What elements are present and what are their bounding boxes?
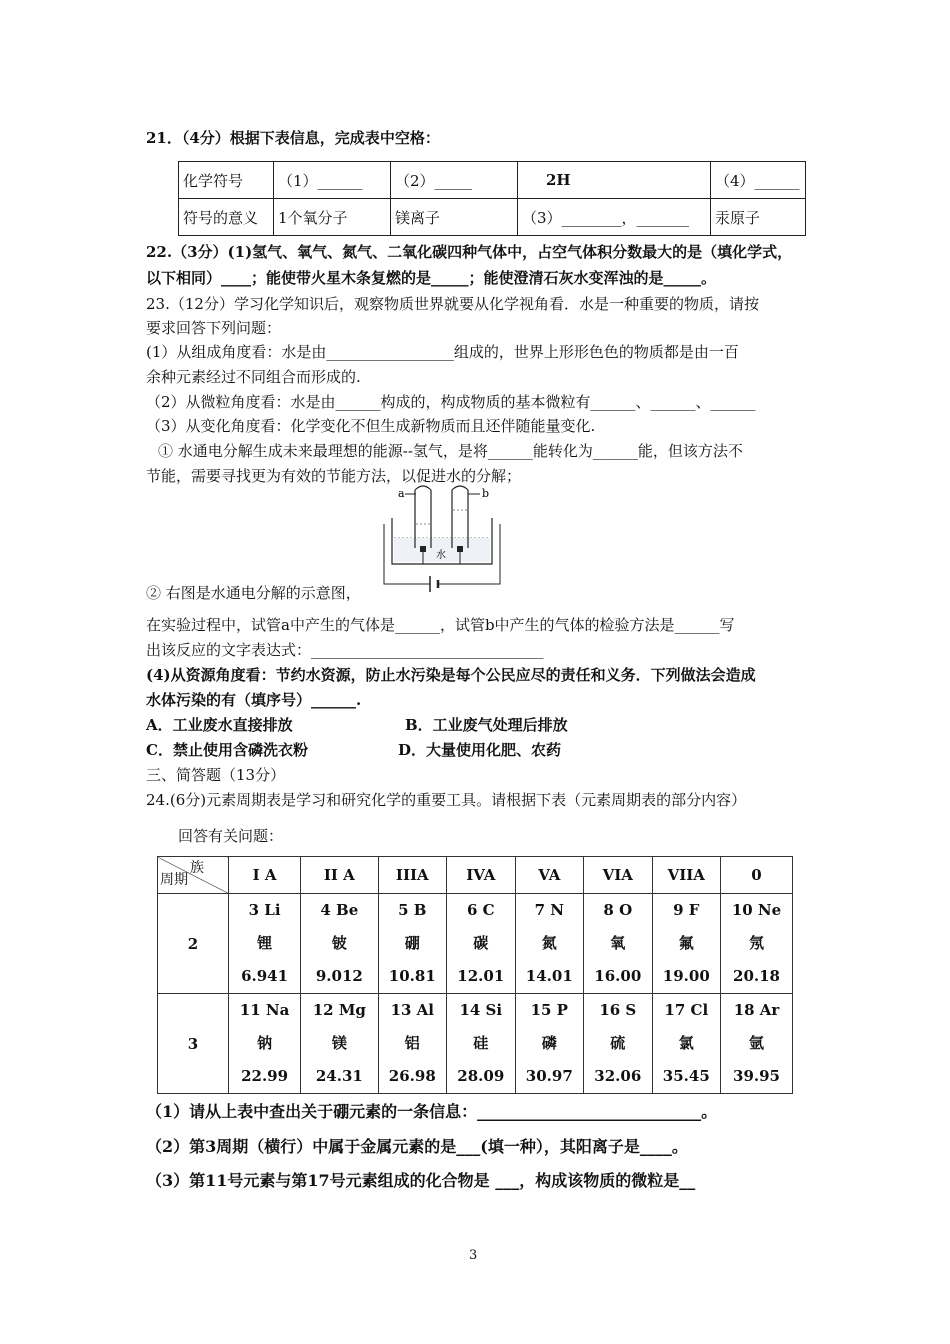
- element-cell: [652, 894, 721, 994]
- q21-cell: （1）______: [274, 162, 391, 199]
- corner-cell: [158, 857, 229, 894]
- q24-sub1: （1）请从上表中查出关于硼元素的一条信息：____________________________。: [146, 1102, 718, 1121]
- q23-line: 出该反应的文字表达式：_______________________________: [146, 641, 544, 659]
- group-header: VIIA: [652, 857, 721, 894]
- element-mass: 20.18: [733, 967, 780, 985]
- element-symbol: 8 O: [603, 901, 633, 919]
- water-label: 水: [436, 550, 446, 561]
- group-header: VA: [515, 857, 584, 894]
- element-symbol: 16 S: [599, 1001, 637, 1019]
- element-mass: 26.98: [388, 1067, 436, 1085]
- element-symbol: 5 B: [398, 901, 427, 919]
- element-symbol: 14 Si: [459, 1001, 503, 1019]
- tube-a-label: a: [398, 487, 405, 500]
- q21-cell: （2）_____: [391, 162, 518, 199]
- element-name: 镁: [331, 1034, 347, 1052]
- element-cell: [447, 994, 516, 1094]
- element-cell: [584, 994, 653, 1094]
- element-mass: 30.97: [525, 1067, 573, 1085]
- element-symbol: 9 F: [673, 901, 700, 919]
- q21-cell: 汞原子: [711, 199, 806, 236]
- element-cell: [652, 994, 721, 1094]
- element-symbol: 11 Na: [239, 1001, 290, 1019]
- element-symbol: 17 Cl: [664, 1001, 709, 1019]
- q23-line: 水体污染的有（填序号）______.: [146, 691, 362, 709]
- element-symbol: 13 Al: [390, 1001, 434, 1019]
- group-header: VIA: [584, 857, 653, 894]
- element-name: 氖: [749, 934, 765, 952]
- q24-sub2: （2）第3周期（横行）中属于金属元素的是___(填一种），其阳离子是____。: [146, 1137, 688, 1156]
- element-mass: 39.95: [733, 1067, 780, 1085]
- element-mass: 10.81: [388, 967, 436, 985]
- q22-line: 以下相同）____；能使带火星木条复燃的是_____；能使澄清石灰水变浑浊的是_____。: [146, 269, 717, 287]
- group-header: IIIA: [378, 857, 447, 894]
- q23-line: (4)从资源角度看：节约水资源，防止水污染是每个公民应尽的责任和义务．下列做法会造成: [146, 666, 756, 684]
- q23-line: （2）从微粒角度看：水是由______构成的，构成物质的基本微粒有______、______、______: [146, 393, 756, 411]
- q23-line: ① 水通电分解生成未来最理想的能源--氢气，是将______能转化为______能，但该方法不: [158, 442, 743, 460]
- element-mass: 32.06: [594, 1067, 642, 1085]
- element-symbol: 4 Be: [320, 901, 359, 919]
- period-label: 2: [158, 894, 229, 994]
- periodic-table-header-row: [158, 857, 793, 894]
- group-header: II A: [301, 857, 378, 894]
- period-label: 3: [158, 994, 229, 1094]
- period-row: [158, 894, 793, 994]
- q21-header: 21．（4分）根据下表信息，完成表中空格：: [146, 129, 440, 147]
- q21-cell: 1个氧分子: [274, 199, 391, 236]
- q23-option-b: B．工业废气处理后排放: [405, 716, 568, 734]
- element-name: 硅: [473, 1034, 489, 1052]
- element-name: 硼: [404, 934, 420, 952]
- element-name: 氯: [678, 1034, 694, 1052]
- element-cell: [447, 894, 516, 994]
- element-cell: [301, 994, 378, 1094]
- period-row: [158, 994, 793, 1094]
- element-mass: 35.45: [662, 1067, 710, 1085]
- q23-option-a: A．工业废水直接排放: [146, 716, 293, 734]
- q23-line: 余种元素经过不同组合而形成的.: [146, 368, 361, 386]
- q21-cell: 2H: [518, 162, 711, 199]
- element-name: 氮: [541, 934, 557, 952]
- element-name: 钠: [257, 1034, 273, 1052]
- element-mass: 24.31: [315, 1067, 363, 1085]
- element-mass: 14.01: [525, 967, 573, 985]
- q23-line: (1）从组成角度看：水是由_________________组成的，世界上形形色色的物质都是由一百: [146, 343, 739, 361]
- element-symbol: 15 P: [530, 1001, 568, 1019]
- q21-cell: 符号的意义: [179, 199, 274, 236]
- q21-row-symbols: [179, 162, 806, 199]
- element-mass: 16.00: [594, 967, 642, 985]
- element-cell: [378, 994, 447, 1094]
- group-header: 0: [721, 857, 793, 894]
- tube-b-label: b: [482, 487, 490, 500]
- element-mass: 9.012: [315, 967, 363, 985]
- q21-row-meanings: [179, 199, 806, 236]
- q23-line: 在实验过程中，试管a中产生的气体是______，试管b中产生的气体的检验方法是______写: [146, 616, 735, 634]
- element-mass: 22.99: [241, 1067, 289, 1085]
- q21-cell: 化学符号: [179, 162, 274, 199]
- q24-line: 回答有关问题：: [178, 827, 284, 845]
- element-mass: 6.941: [241, 967, 289, 985]
- element-name: 铝: [404, 1034, 420, 1052]
- q23-line: 要求回答下列问题：: [146, 319, 282, 337]
- element-name: 磷: [541, 1034, 557, 1052]
- element-name: 硫: [610, 1034, 626, 1052]
- q22-line: 22.（3分）(1)氢气、氧气、氮气、二氧化碳四种气体中，占空气体积分数最大的是（填化学式，: [146, 243, 793, 261]
- corner-period-label: 周期: [160, 872, 188, 888]
- element-cell: [721, 994, 793, 1094]
- q21-cell: （3）________，_______: [518, 199, 711, 236]
- q24-line: 24.(6分)元素周期表是学习和研究化学的重要工具。请根据下表（元素周期表的部分内容）: [146, 791, 747, 809]
- element-symbol: 6 C: [466, 901, 495, 919]
- element-name: 锂: [257, 934, 273, 952]
- element-name: 氟: [678, 934, 694, 952]
- element-symbol: 18 Ar: [733, 1001, 780, 1019]
- q24-sub3: （3）第11号元素与第17号元素组成的化合物是 ___，构成该物质的微粒是__: [146, 1171, 696, 1190]
- element-name: 铍: [331, 934, 347, 952]
- element-mass: 12.01: [457, 967, 505, 985]
- section-heading: 三、简答题（13分）: [146, 766, 286, 784]
- element-cell: [378, 894, 447, 994]
- q23-line: （3）从变化角度看：化学变化不但生成新物质而且还伴随能量变化.: [146, 417, 596, 435]
- element-cell: [515, 994, 584, 1094]
- element-cell: [229, 994, 301, 1094]
- element-name: 氩: [749, 1034, 765, 1052]
- element-cell: [301, 894, 378, 994]
- element-name: 碳: [473, 934, 489, 952]
- corner-group-label: 族: [190, 860, 204, 876]
- element-symbol: 12 Mg: [312, 1001, 366, 1019]
- element-cell: [584, 894, 653, 994]
- q21-cell: （4）______: [711, 162, 806, 199]
- q21-cell: 镁离子: [391, 199, 518, 236]
- q23-line: 23.（12分）学习化学知识后，观察物质世界就要从化学视角看．水是一种重要的物质，请按: [146, 295, 759, 313]
- element-symbol: 10 Ne: [731, 901, 782, 919]
- q23-option-c: C．禁止使用含磷洗衣粉: [146, 741, 308, 759]
- q23-line: ② 右图是水通电分解的示意图，: [146, 584, 361, 602]
- q21-table: [178, 161, 806, 236]
- page-number: 3: [469, 1248, 478, 1263]
- element-symbol: 7 N: [534, 901, 564, 919]
- element-mass: 28.09: [457, 1067, 505, 1085]
- periodic-table: [157, 856, 793, 1094]
- electrolysis-diagram: [380, 484, 510, 594]
- q23-option-d: D．大量使用化肥、农药: [398, 741, 562, 759]
- element-cell: [229, 894, 301, 994]
- q23-line: 节能，需要寻找更为有效的节能方法，以促进水的分解；: [146, 467, 522, 485]
- group-header: IVA: [447, 857, 516, 894]
- element-mass: 19.00: [662, 967, 710, 985]
- element-symbol: 3 Li: [248, 901, 281, 919]
- group-header: I A: [229, 857, 301, 894]
- element-cell: [721, 894, 793, 994]
- element-cell: [515, 894, 584, 994]
- element-name: 氧: [610, 934, 626, 952]
